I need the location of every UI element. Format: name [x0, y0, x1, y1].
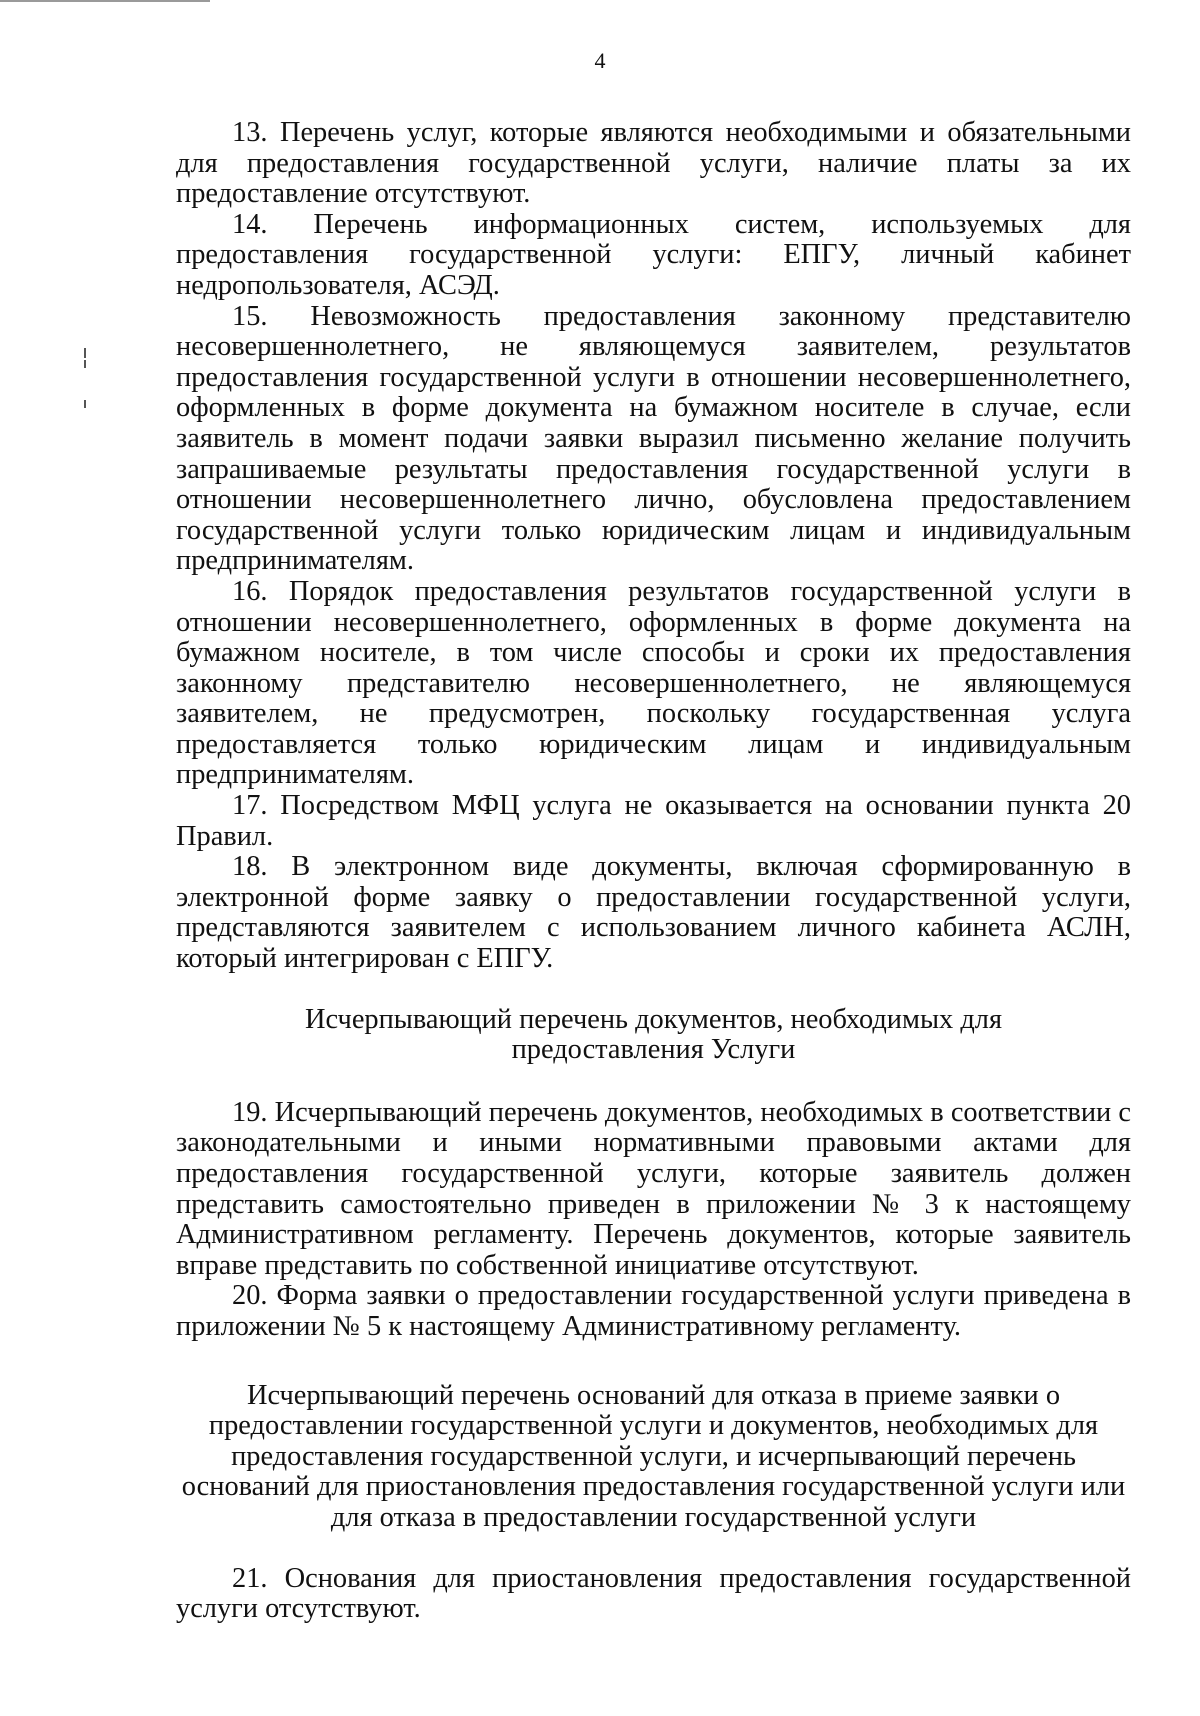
paragraph-16: 16. Порядок предоставления результатов государственной услуги в отношении несовершеннолетнего, оформленных в форме документа на бумажном носителе, в том числе способы и сроки их предоставления законному представителю несовершеннолетнего, не являющемуся заявителем, не предусмотрен, поскольку государственная услуга предоставляется только юридическим лицам и индивидуальным предпринимателям.: [176, 575, 1131, 791]
paragraph-17: 17. Посредством МФЦ услуга не оказывается на основании пункта 20 Правил.: [176, 790, 1131, 852]
heading-line: Исчерпывающий перечень документов, необходимых для: [305, 1003, 1002, 1035]
spacer: [176, 975, 1131, 1005]
scan-speck: [84, 360, 86, 368]
document-body: [176, 118, 1131, 1625]
page-number: 4: [594, 48, 606, 73]
paragraph-19: 19. Исчерпывающий перечень документов, необходимых в соответствии с законодательными и иными нормативными правовыми актами для предоставления государственной услуги, которые заявитель должен представить самостоятельно приведен в приложении № 3 к настоящему Административном регламенту. Перечень документов, которые заявитель вправе представить по собственной инициативе отсутствуют.: [176, 1096, 1131, 1281]
heading-line: предоставления государственной услуги, и исчерпывающий перечень: [231, 1440, 1076, 1472]
paragraph-14: 14. Перечень информационных систем, используемых для предоставления государственной услуги: ЕПГУ, личный кабинет недропользователя, АСЭД.: [176, 208, 1131, 301]
scan-edge-line: [0, 0, 210, 2]
heading-line: для отказа в предоставлении государственной услуги: [330, 1501, 977, 1533]
spacer: [176, 1343, 1131, 1381]
heading-line: предоставления Услуги: [511, 1034, 796, 1066]
scan-speck: [84, 348, 86, 358]
spacer: [176, 1534, 1131, 1564]
paragraph-21: 21. Основания для приостановления предоставления государственной услуги отсутствуют.: [176, 1562, 1131, 1625]
heading-line: Исчерпывающий перечень оснований для отказа в приеме заявки о: [246, 1379, 1061, 1411]
paragraph-15: 15. Невозможность предоставления законному представителю несовершеннолетнего, не являющемуся заявителем, результатов предоставления государственной услуги в отношении несовершеннолетнего, оформленных в форме документа на бумажном носителе в случае, если заявитель в момент подачи заявки выразил письменно желание получить запрашиваемые результаты предоставления государственной услуги в отношении несовершеннолетнего лично, обусловлена предоставлением государственной услуги только юридическим лицам и индивидуальным предпринимателям.: [176, 300, 1131, 577]
paragraph-20: 20. Форма заявки о предоставлении государственной услуги приведена в приложении № 5 к настоящему Административному регламенту.: [176, 1280, 1131, 1342]
heading-line: оснований для приостановления предоставления государственной услуги или: [181, 1471, 1126, 1503]
scan-speck: [84, 400, 86, 408]
heading-line: предоставлении государственной услуги и документов, необходимых для: [208, 1410, 1099, 1442]
spacer: [176, 1066, 1131, 1098]
section-heading-documents: [176, 1005, 1131, 1066]
paragraph-18: 18. В электронном виде документы, включая сформированную в электронной форме заявку о предоставлении государственной услуги, представляются заявителем с использованием личного кабинета АСЛН, который интегрирован с ЕПГУ.: [176, 851, 1131, 975]
paragraph-13: 13. Перечень услуг, которые являются необходимыми и обязательными для предоставления государственной услуги, наличие платы за их предоставление отсутствуют.: [176, 117, 1131, 210]
section-heading-grounds: [176, 1381, 1131, 1534]
